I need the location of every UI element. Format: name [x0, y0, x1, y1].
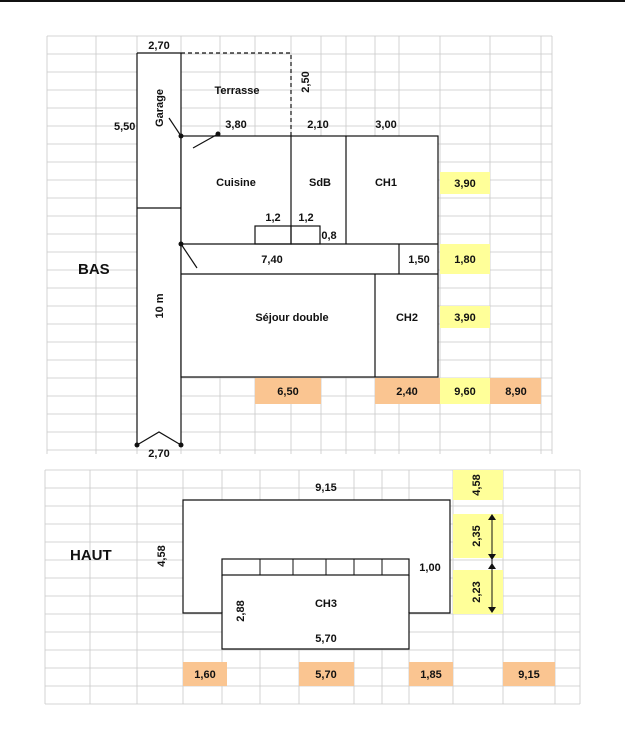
room-ch2: CH2	[395, 312, 419, 324]
value-total-b: 8,90	[505, 386, 527, 398]
dim-sdb-width: 2,10	[307, 119, 329, 131]
room-ch3: CH3	[314, 598, 338, 610]
plan-bas	[78, 40, 541, 460]
value-ch1-depth: 3,90	[454, 178, 476, 190]
value-ch2-depth: 3,90	[454, 312, 476, 324]
dim-step-2: 1,2	[298, 212, 314, 224]
value-sejour-width: 6,50	[277, 386, 299, 398]
dim-garage-bottom-width: 2,70	[148, 448, 170, 460]
dim-ch3-width: 5,70	[315, 633, 337, 645]
dim-terrasse-height: 2,50	[300, 71, 312, 93]
room-garage: Garage	[154, 89, 166, 127]
dim-garage-length: 10 m	[154, 293, 166, 319]
value-ch2-width: 2,40	[396, 386, 418, 398]
dim-top-width: 9,15	[315, 482, 337, 494]
dim-garage-top-width: 2,70	[148, 40, 170, 52]
value-corridor-depth: 1,80	[454, 254, 476, 266]
room-cuisine: Cuisine	[216, 177, 256, 189]
dim-corridor-end: 1,50	[408, 254, 430, 266]
value-middle: 5,70	[315, 669, 337, 681]
value-total-a: 9,60	[454, 386, 476, 398]
room-ch1: CH1	[374, 177, 398, 189]
bas-title: BAS	[78, 261, 110, 278]
room-terrasse: Terrasse	[214, 85, 260, 97]
haut-title: HAUT	[70, 547, 112, 564]
value-lower-part: 2,23	[471, 581, 483, 603]
dim-step-1: 1,2	[265, 212, 281, 224]
dim-cuisine-width: 3,80	[225, 119, 247, 131]
arrow-up-icon	[488, 563, 496, 569]
dormer-strip	[222, 559, 409, 575]
dim-ch3-height: 2,88	[235, 600, 247, 622]
value-total: 9,15	[518, 669, 540, 681]
dim-left-height: 4,58	[156, 545, 168, 567]
dim-ch1-width: 3,00	[375, 119, 397, 131]
dim-corridor-length: 7,40	[261, 254, 283, 266]
value-left: 1,60	[194, 669, 216, 681]
room-sdb: SdB	[309, 177, 331, 189]
room-sejour: Séjour double	[255, 312, 329, 324]
value-total-height: 4,58	[471, 474, 483, 496]
value-upper-part: 2,35	[471, 525, 483, 547]
dim-step-depth: 0,8	[321, 230, 337, 242]
value-right: 1,85	[420, 669, 442, 681]
dim-garage-left-height: 5,50	[114, 121, 136, 133]
dim-right-height: 1,00	[419, 562, 441, 574]
